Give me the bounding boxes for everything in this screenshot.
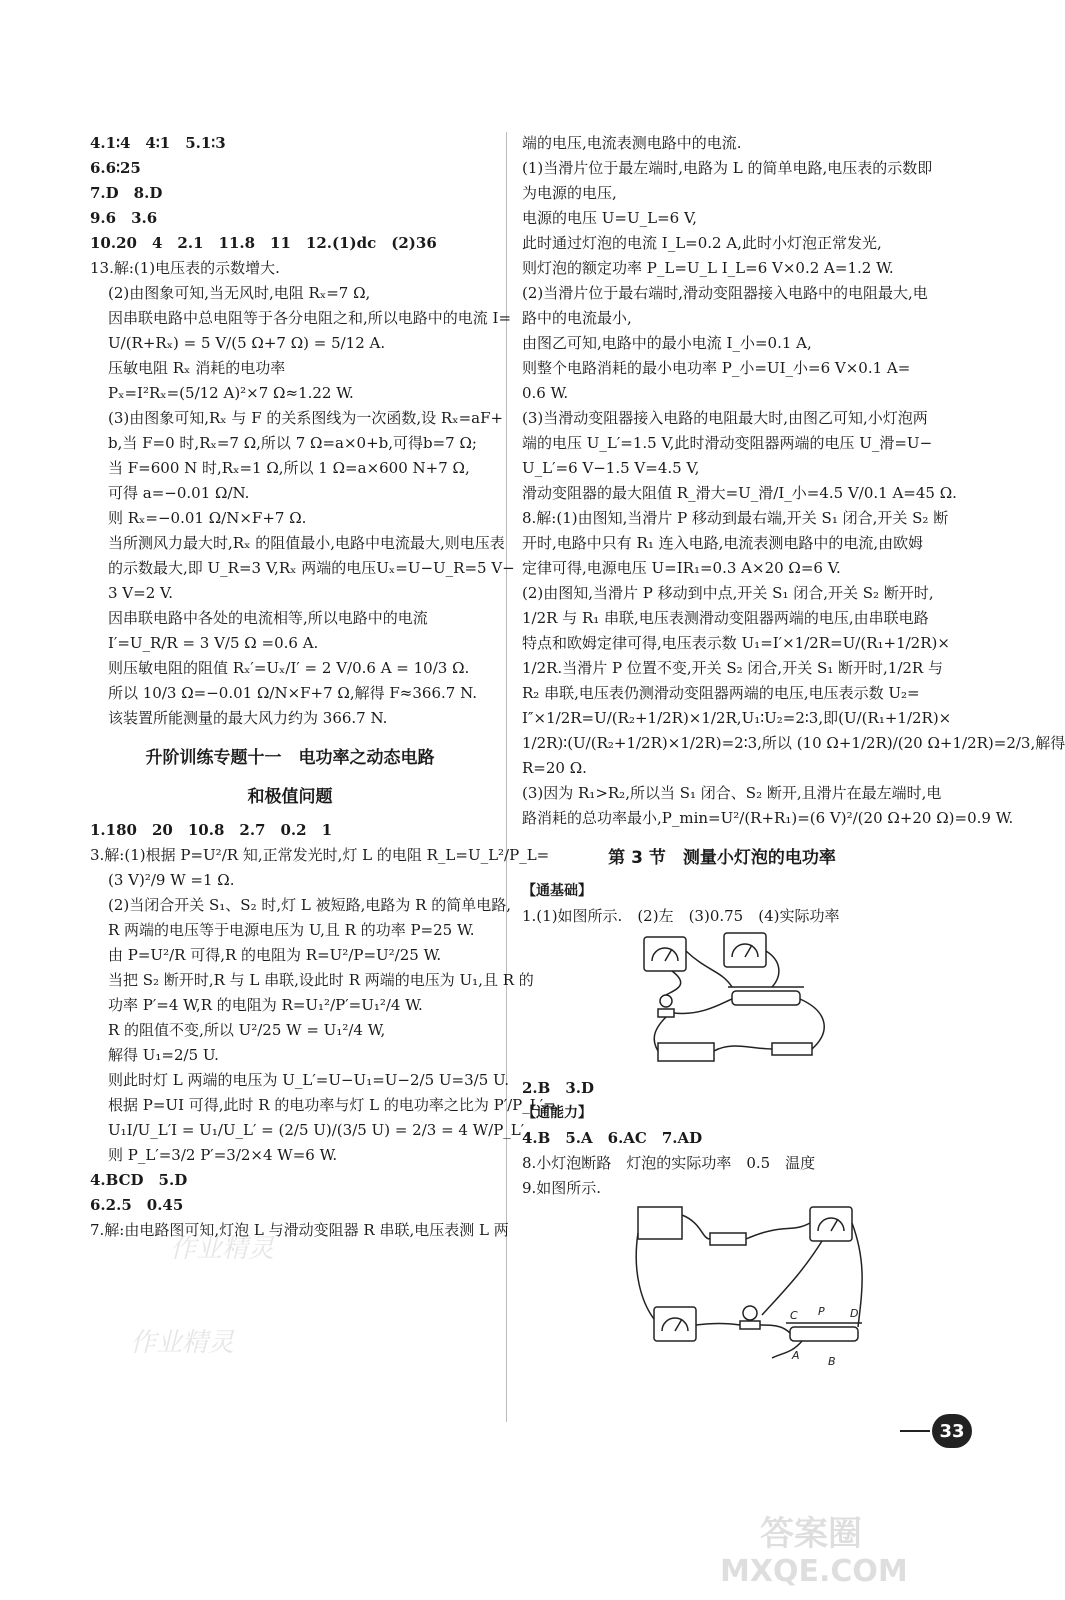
circuit-figure-2 (632, 1203, 872, 1373)
answer-line: (1)当滑片位于最左端时,电路为 L 的简单电路,电压表的示数即 (522, 159, 933, 177)
answer-line: 定律可得,电源电压 U=IR₁=0.3 A×20 Ω=6 V. (522, 559, 841, 577)
answer-line: 根据 P=UI 可得,此时 R 的电功率与灯 L 的电功率之比为 P′/P_L′= (108, 1096, 556, 1114)
label-d: D (850, 1307, 859, 1320)
switch-icon (710, 1233, 746, 1245)
answer-line: 9.6 3.6 (90, 209, 158, 227)
answer-line: 1.180 20 10.8 2.7 0.2 1 (90, 821, 333, 839)
answer-line: (3)当滑动变阻器接入电路的电阻最大时,由图乙可知,小灯泡两 (522, 409, 928, 427)
answer-line: 端的电压 U_L′=1.5 V,此时滑动变阻器两端的电压 U_滑=U− (522, 434, 933, 452)
answer-line: 当 F=600 N 时,Rₓ=1 Ω,所以 1 Ω=a×600 N+7 Ω, (108, 459, 470, 477)
answer-line: (3)由图象可知,Rₓ 与 F 的关系图线为一次函数,设 Rₓ=aF+ (108, 409, 504, 427)
answer-line: 为电源的电压, (522, 184, 617, 202)
answer-line: 1/2R.当滑片 P 位置不变,开关 S₂ 闭合,开关 S₁ 断开时,1/2R 与 (522, 659, 943, 677)
answer-line: 则 Rₓ=−0.01 Ω/N×F+7 Ω. (108, 509, 307, 527)
answer-line: 8.解:(1)由图知,当滑片 P 移动到最右端,开关 S₁ 闭合,开关 S₂ 断 (522, 509, 949, 527)
answer-line: 则 P_L′=3/2 P′=3/2×4 W=6 W. (108, 1146, 338, 1164)
voltmeter-icon (810, 1207, 852, 1241)
answer-line: 端的电压,电流表测电路中的电流. (522, 134, 742, 152)
section-title: 第 3 节 测量小灯泡的电功率 (608, 848, 836, 868)
watermark-logo: 答案圈 (760, 1514, 862, 1554)
answer-line: I′=U_R/R = 3 V/5 Ω =0.6 A. (108, 634, 319, 652)
answer-line: (3)因为 R₁>R₂,所以当 S₁ 闭合、S₂ 断开,且滑片在最左端时,电 (522, 784, 942, 802)
page-number: 33 (932, 1414, 972, 1448)
answer-line: 0.6 W. (522, 384, 569, 402)
answer-line: R 两端的电压等于电源电压为 U,且 R 的功率 P=25 W. (108, 921, 475, 939)
section-tag-ability: 【通能力】 (522, 1105, 592, 1121)
answer-line: I″×1/2R=U/(R₂+1/2R)×1/2R,U₁∶U₂=2∶3,即(U/(R₁+1/2R)× (522, 709, 952, 727)
answer-line: 则灯泡的额定功率 P_L=U_L I_L=6 V×0.2 A=1.2 W. (522, 259, 894, 277)
answer-line: 4.B 5.A 6.AC 7.AD (522, 1129, 703, 1147)
answer-line: 由图乙可知,电路中的最小电流 I_小=0.1 A, (522, 334, 812, 352)
answer-line: (3 V)²/9 W =1 Ω. (108, 871, 235, 889)
right-column (522, 132, 1065, 1379)
answer-line: 因串联电路中总电阻等于各分电阻之和,所以电路中的电流 I= (108, 309, 512, 327)
answer-line: (2)当闭合开关 S₁、S₂ 时,灯 L 被短路,电路为 R 的简单电路, (108, 896, 511, 914)
answer-line: (2)由图知,当滑片 P 移动到中点,开关 S₁ 闭合,开关 S₂ 断开时, (522, 584, 934, 602)
bulb-icon (660, 995, 672, 1007)
rheostat-icon (790, 1327, 858, 1341)
switch-icon (772, 1043, 812, 1055)
answer-line: (2)当滑片位于最右端时,滑动变阻器接入电路中的电阻最大,电 (522, 284, 928, 302)
circuit-figure-1 (632, 931, 862, 1071)
answer-line: 解得 U₁=2/5 U. (108, 1046, 219, 1064)
answer-line: R 的阻值不变,所以 U²/25 W = U₁²/4 W, (108, 1021, 386, 1039)
answer-line: 功率 P′=4 W,R 的电阻为 R=U₁²/P′=U₁²/4 W. (108, 996, 423, 1014)
battery-icon (658, 1043, 714, 1061)
answer-line: 6.2.5 0.45 (90, 1196, 184, 1214)
answer-line: 10.20 4 2.1 11.8 11 12.(1)dc (2)36 (90, 234, 437, 252)
answer-line: 13.解:(1)电压表的示数增大. (90, 259, 280, 277)
answer-line: 则整个电路消耗的最小电功率 P_小=UI_小=6 V×0.1 A= (522, 359, 911, 377)
answer-line: 可得 a=−0.01 Ω/N. (108, 484, 250, 502)
answer-line: 则此时灯 L 两端的电压为 U_L′=U−U₁=U−2/5 U=3/5 U. (108, 1071, 510, 1089)
answer-line: U_L′=6 V−1.5 V=4.5 V, (522, 459, 700, 477)
answer-line: 该装置所能测量的最大风力约为 366.7 N. (108, 709, 388, 727)
answer-line: 路消耗的总功率最小,P_min=U²/(R+R₁)=(6 V)²/(20 Ω+20 Ω)=0.9 W. (522, 809, 1014, 827)
answer-line: (2)由图象可知,当无风时,电阻 Rₓ=7 Ω, (108, 284, 371, 302)
answer-line: 开时,电路中只有 R₁ 连入电路,电流表测电路中的电流,由欧姆 (522, 534, 924, 552)
answer-line: 2.B 3.D (522, 1079, 595, 1097)
answer-line: R₂ 串联,电压表仍测滑动变阻器两端的电压,电压表示数 U₂= (522, 684, 920, 702)
answer-line: 当所测风力最大时,Rₓ 的阻值最小,电路中电流最大,则电压表 (108, 534, 505, 552)
label-a: A (792, 1349, 800, 1362)
section-title: 升阶训练专题十一 电功率之动态电路 (145, 748, 435, 768)
answer-line: 8.小灯泡断路 灯泡的实际功率 0.5 温度 (522, 1154, 816, 1172)
answer-line: 1/2R)∶(U/(R₂+1/2R)×1/2R)=2∶3,所以 (10 Ω+1/2R)/(20 Ω+1/2R)=2/3,解得 (522, 734, 1065, 752)
answer-line: 1/2R 与 R₁ 串联,电压表测滑动变阻器两端的电压,由串联电路 (522, 609, 929, 627)
answer-line: 6.6∶25 (90, 159, 141, 177)
answer-line: 3 V=2 V. (108, 584, 174, 602)
answer-line: 4.1∶4 4∶1 5.1∶3 (90, 134, 226, 152)
answer-line: 9.如图所示. (522, 1179, 602, 1197)
answer-line: 由 P=U²/R 可得,R 的电阻为 R=U²/P=U²/25 W. (108, 946, 442, 964)
label-p: P (818, 1305, 825, 1318)
section-title-continued: 和极值问题 (247, 787, 333, 807)
answer-line: 压敏电阻 Rₓ 消耗的电功率 (108, 359, 286, 377)
answer-line: U/(R+Rₓ) = 5 V/(5 Ω+7 Ω) = 5/12 A. (108, 334, 386, 352)
answer-line: 7.D 8.D (90, 184, 163, 202)
answer-line: 的示数最大,即 U_R=3 V,Rₓ 两端的电压Uₓ=U−U_R=5 V− (108, 559, 515, 577)
watermark: 作业精灵 (130, 1328, 235, 1358)
watermark: 作业精灵 (170, 1234, 275, 1264)
answer-line: U₁I/U_L′I = U₁/U_L′ = (2/5 U)/(3/5 U) = 2/3 = 4 W/P_L′, (108, 1121, 529, 1139)
label-c: C (790, 1309, 798, 1322)
answer-line: 滑动变阻器的最大阻值 R_滑大=U_滑/I_小=4.5 V/0.1 A=45 Ω. (522, 484, 957, 502)
label-b: B (828, 1355, 836, 1368)
voltmeter-icon (724, 933, 766, 967)
rheostat-icon (732, 991, 800, 1005)
answer-line: 3.解:(1)根据 P=U²/R 知,正常发光时,灯 L 的电阻 R_L=U_L²/P_L= (90, 846, 550, 864)
answer-line: 当把 S₂ 断开时,R 与 L 串联,设此时 R 两端的电压为 U₁,且 R 的 (108, 971, 534, 989)
watermark-url: MXQE.COM (720, 1554, 908, 1589)
page-number-rule (900, 1430, 930, 1432)
answer-line: 1.(1)如图所示. (2)左 (3)0.75 (4)实际功率 (522, 907, 840, 925)
answer-line: 电源的电压 U=U_L=6 V, (522, 209, 697, 227)
answer-line: 特点和欧姆定律可得,电压表示数 U₁=I′×1/2R=U/(R₁+1/2R)× (522, 634, 950, 652)
answer-line: Pₓ=I²Rₓ=(5/12 A)²×7 Ω≈1.22 W. (108, 384, 354, 402)
bulb-icon (743, 1306, 757, 1320)
answer-line: b,当 F=0 时,Rₓ=7 Ω,所以 7 Ω=a×0+b,可得b=7 Ω; (108, 434, 477, 452)
answer-line: 路中的电流最小, (522, 309, 632, 327)
answer-line: 因串联电路中各处的电流相等,所以电路中的电流 (108, 609, 428, 627)
answer-line: R=20 Ω. (522, 759, 587, 777)
answer-line: 此时通过灯泡的电流 I_L=0.2 A,此时小灯泡正常发光, (522, 234, 882, 252)
section-tag-basic: 【通基础】 (522, 883, 592, 899)
ammeter-icon (644, 937, 686, 971)
answer-line: 4.BCD 5.D (90, 1171, 188, 1189)
answer-line: 所以 10/3 Ω=−0.01 Ω/N×F+7 Ω,解得 F≈366.7 N. (108, 684, 478, 702)
ammeter-icon (654, 1307, 696, 1341)
battery-icon (638, 1207, 682, 1239)
answer-line: 则压敏电阻的阻值 Rₓ′=Uₓ/I′ = 2 V/0.6 A = 10/3 Ω. (108, 659, 470, 677)
answer-line: 7.解:由电路图可知,灯泡 L 与滑动变阻器 R 串联,电压表测 L 两 (90, 1221, 509, 1239)
